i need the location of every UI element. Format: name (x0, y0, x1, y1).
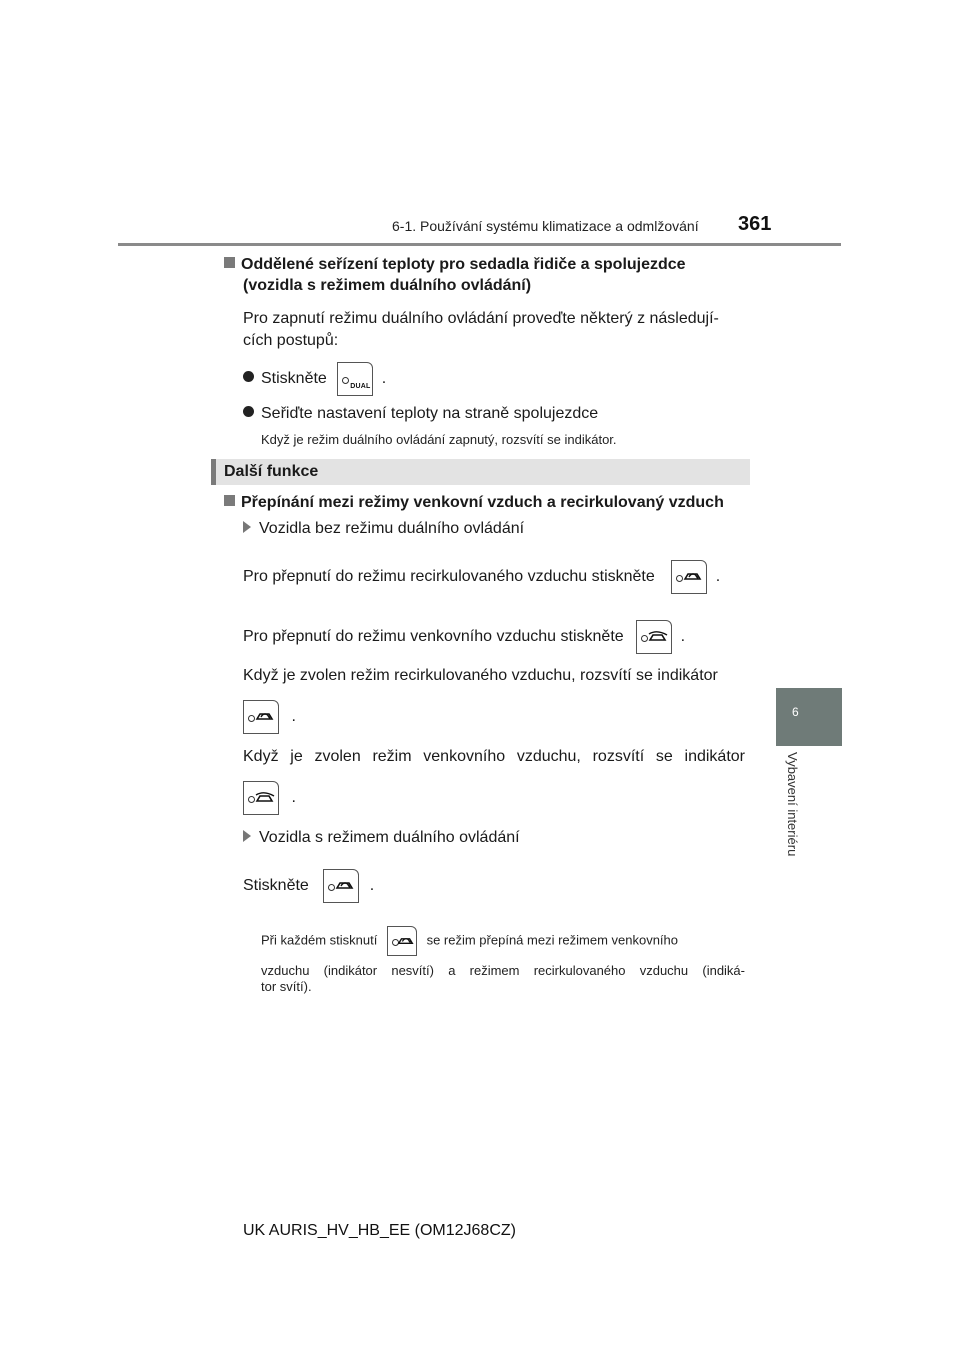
chapter-title-vertical (785, 752, 801, 857)
recirculated-air-icon (387, 926, 417, 956)
chapter-title: Vybavení interiéru (785, 752, 800, 857)
dual-button-icon (337, 362, 373, 396)
recirculated-air-icon (323, 869, 359, 903)
recirc-car-glyph (683, 570, 703, 584)
page-number: 361 (738, 213, 772, 235)
chapter-number: 6 (792, 705, 799, 719)
indicator-recirc-icon-line: . (243, 700, 296, 738)
note-dual-indicator: Když je režim duálního ovládání zapnutý, rozsvítí se indikátor. (261, 432, 617, 447)
round-bullet-icon (243, 371, 254, 382)
section-heading-dual-temp: Oddělené seřízení teploty pro sedadla řidiče a spolujezdce (224, 256, 686, 274)
dual-button-label: DUAL (350, 383, 371, 390)
outside-instruction: Pro přepnutí do režimu venkovního vzduchu stiskněte . (243, 620, 685, 660)
square-bullet-icon (224, 257, 235, 268)
outside-air-icon (243, 781, 279, 815)
note-toggle-line2: vzduchu (indikátor nesvítí) a režimem recirkulovaného vzduchu (indiká- (261, 963, 745, 978)
section-bar-dalsi-funkce (211, 459, 750, 485)
indicator-led-icon (342, 377, 349, 384)
note-toggle-line3: tor svítí). (261, 979, 312, 994)
intro-line1: Pro zapnutí režimu duálního ovládání proveďte některý z následují- (243, 310, 719, 327)
intro-line2: cích postupů: (243, 332, 339, 349)
section-heading-dual-temp-line2: (vozidla s režimem duálního ovládání) (243, 277, 532, 294)
section-heading-air-mode: Přepínání mezi režimy venkovní vzduch a recirkulovaný vzduch (224, 494, 724, 512)
chapter-tab (776, 688, 842, 746)
recirculated-air-icon (671, 560, 707, 594)
header-rule (118, 243, 841, 246)
outside-air-icon (636, 620, 672, 654)
subheading-without-dual: Vozidla bez režimu duálního ovládání (243, 515, 524, 543)
bullet-adjust-passenger: Seřiďte nastavení teploty na straně spolujezdce (243, 400, 598, 428)
triangle-bullet-icon (243, 830, 251, 842)
square-bullet-icon (224, 495, 235, 506)
indicator-outside-text: Když je zvolen režim venkovního vzduchu, rozsvítí se indikátor (243, 748, 745, 765)
recirculated-air-icon (243, 700, 279, 734)
bullet-press-dual: Stiskněte DUAL . (243, 362, 386, 398)
indicator-outside-icon-line: . (243, 781, 296, 819)
recirc-instruction: Pro přepnutí do režimu recirkulovaného vzduchu stiskněte . (243, 560, 720, 600)
subheading-with-dual: Vozidla s režimem duálního ovládání (243, 824, 520, 852)
section-bar-accent (211, 459, 216, 485)
triangle-bullet-icon (243, 521, 251, 533)
model-code: UK AURIS_HV_HB_EE (OM12J68CZ) (243, 1222, 516, 1239)
indicator-recirc-text: Když je zvolen režim recirkulovaného vzduchu, rozsvítí se indikátor (243, 667, 718, 684)
press-instruction: Stiskněte . (243, 869, 374, 909)
note-toggle-line1: Při každém stisknutí se režim přepíná mezi režimem venkovního (261, 926, 745, 960)
running-header: 6-1. Používání systému klimatizace a odmlžování (392, 218, 699, 234)
section-bar-title: Další funkce (224, 463, 319, 480)
round-bullet-icon (243, 406, 254, 417)
outside-car-glyph (648, 630, 668, 644)
